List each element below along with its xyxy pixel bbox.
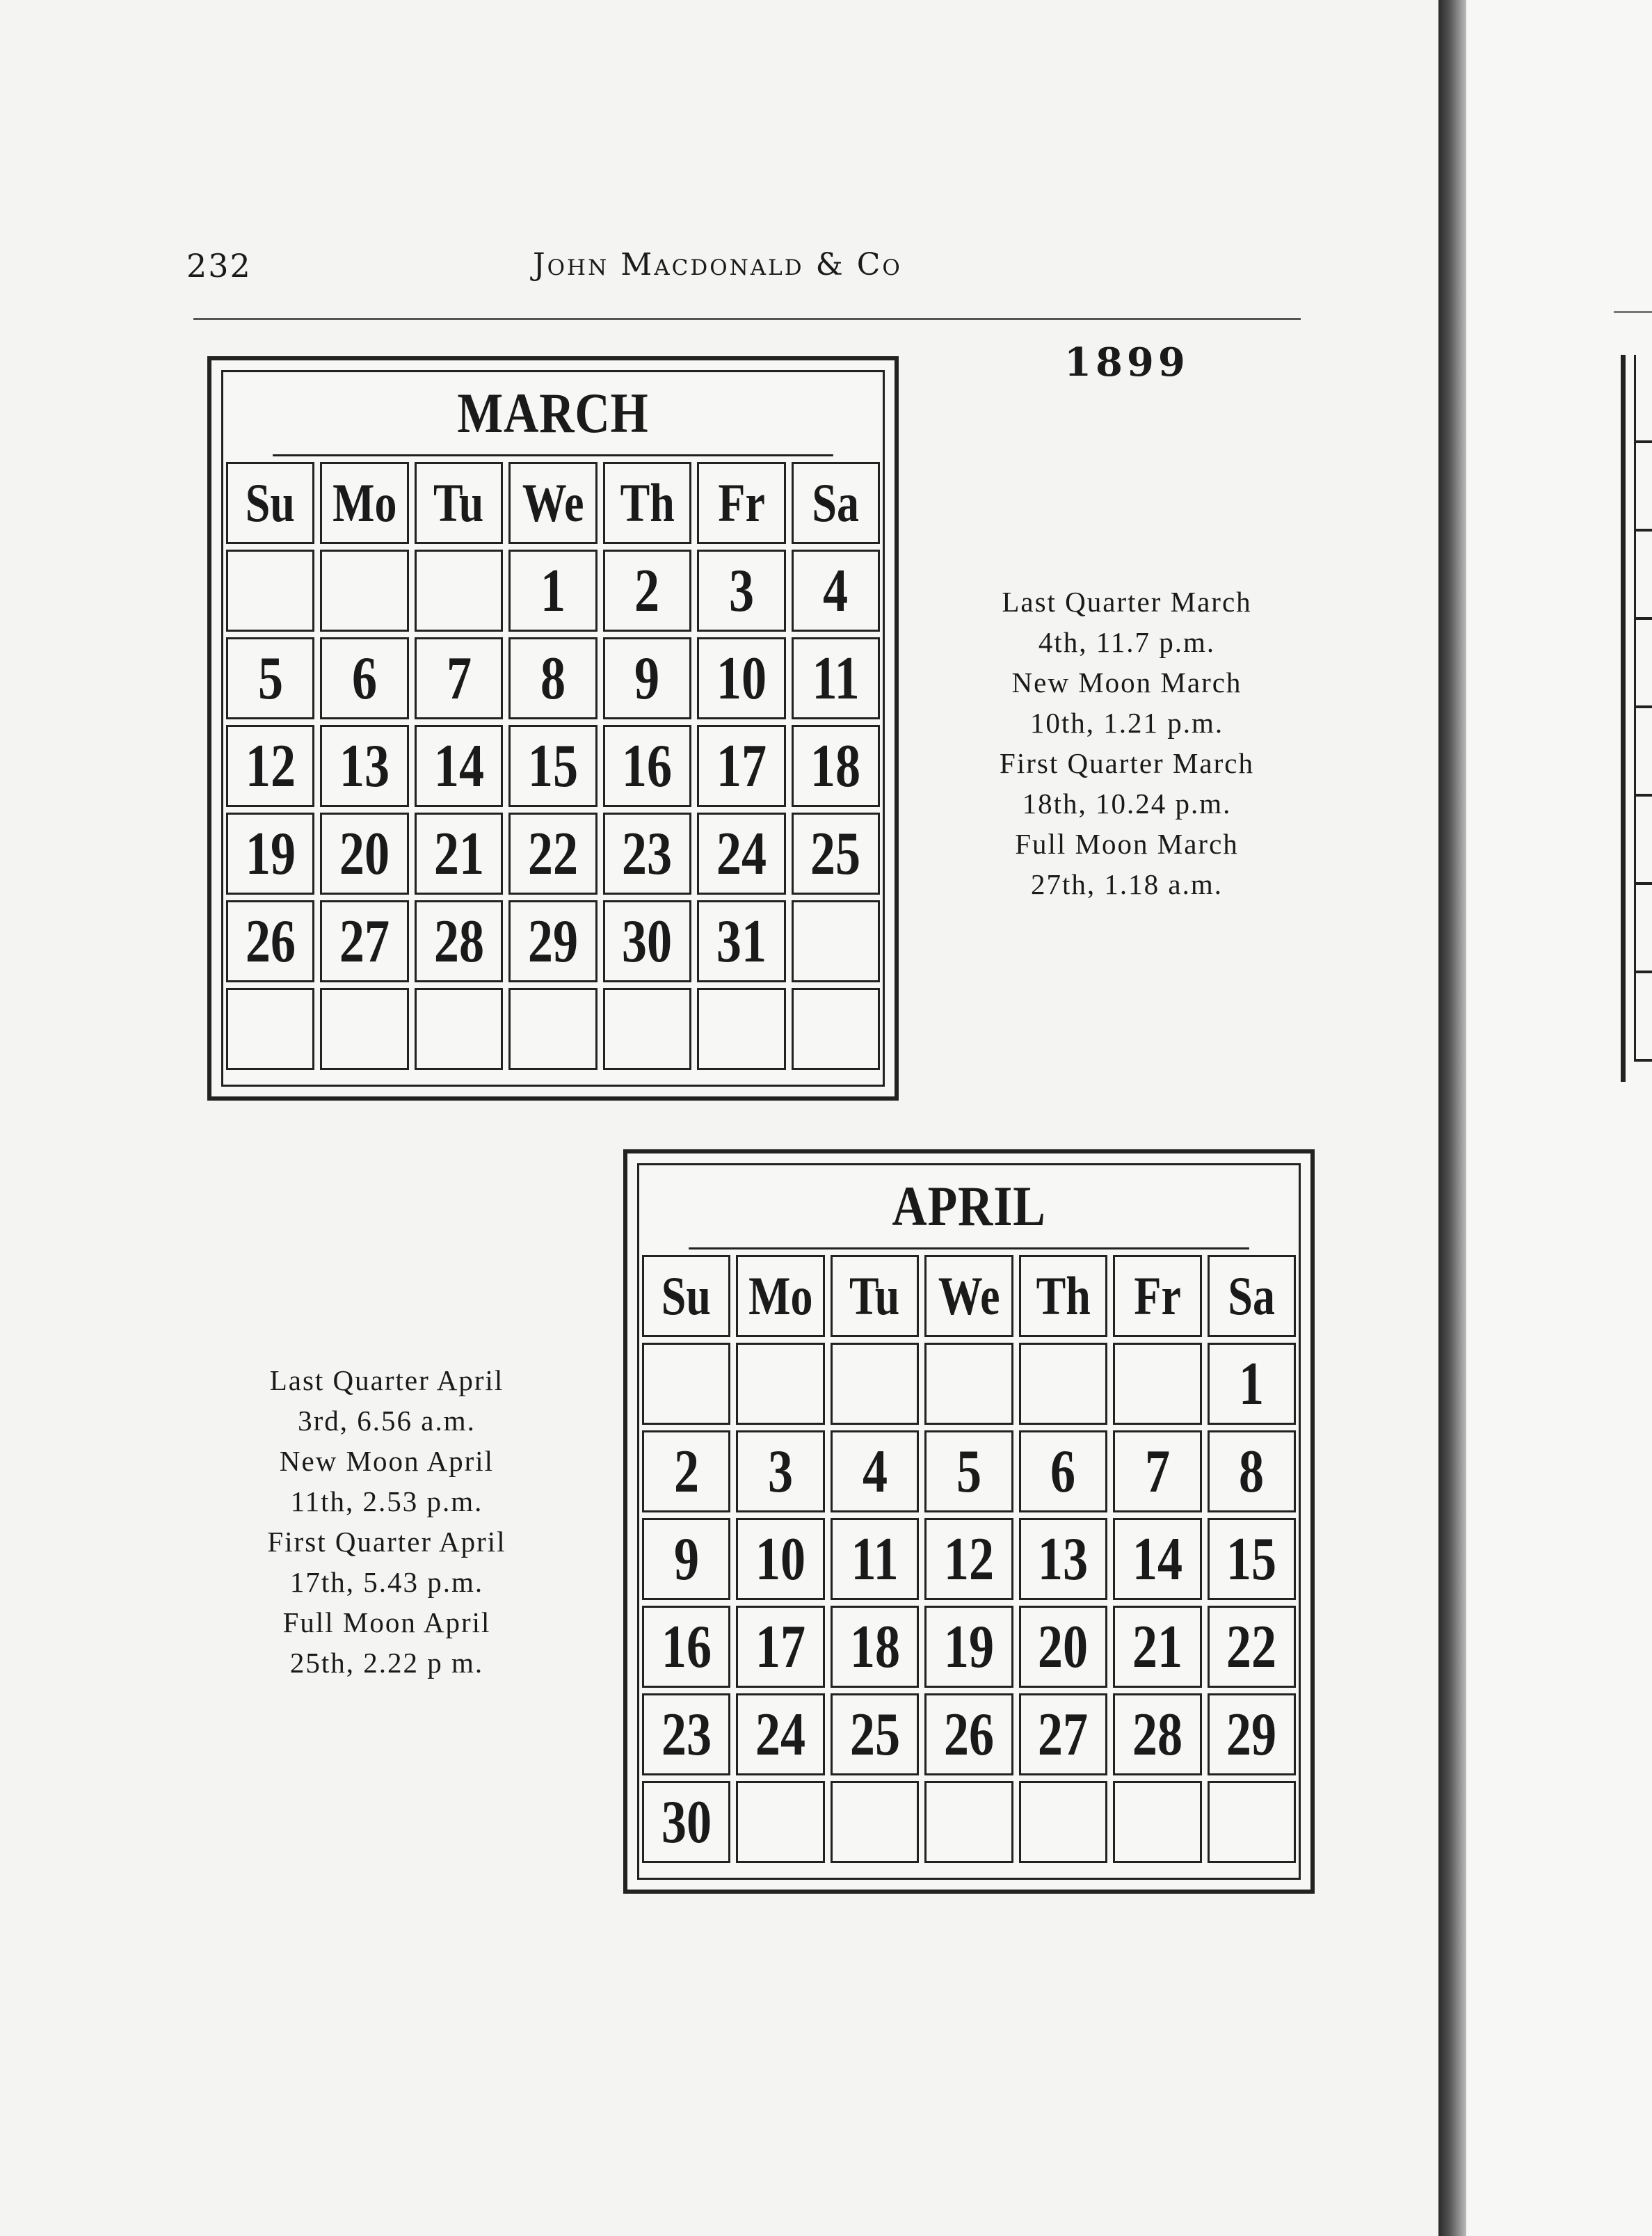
day-cell — [697, 988, 785, 1070]
day-cell — [697, 637, 785, 719]
day-number: 6 — [352, 644, 378, 712]
day-cell — [697, 550, 785, 632]
day-number: 12 — [943, 1525, 995, 1593]
day-number: 8 — [1239, 1437, 1265, 1506]
weekday-label: Fr — [1134, 1265, 1181, 1326]
moon-phase-line: 10th, 1.21 p.m. — [1029, 707, 1224, 739]
day-number: 11 — [812, 644, 860, 712]
day-cell — [792, 988, 880, 1070]
day-number: 31 — [716, 907, 767, 975]
day-number: 4 — [823, 557, 849, 625]
day-number: 17 — [755, 1613, 806, 1681]
day-cell — [508, 550, 597, 632]
day-cell — [603, 637, 691, 719]
day-cell — [1113, 1430, 1201, 1512]
moon-phase-line: First Quarter March — [1000, 747, 1254, 779]
day-cell — [831, 1343, 919, 1425]
day-cell — [1113, 1606, 1201, 1688]
day-number: 3 — [728, 557, 754, 625]
moon-phases-march — [953, 582, 1301, 904]
day-cell — [831, 1781, 919, 1863]
day-number: 18 — [849, 1613, 900, 1681]
day-cell — [226, 900, 314, 982]
day-number: 17 — [716, 732, 767, 800]
day-cell — [415, 900, 503, 982]
day-cell — [924, 1518, 1013, 1600]
day-number: 14 — [1132, 1525, 1182, 1593]
weekday-header — [603, 462, 691, 544]
day-number: 7 — [446, 644, 472, 712]
day-cell — [736, 1430, 824, 1512]
month-title: APRIL — [689, 1165, 1249, 1249]
day-cell — [831, 1430, 919, 1512]
day-cell — [831, 1693, 919, 1775]
day-number: 18 — [810, 732, 861, 800]
moon-phase-line: Last Quarter April — [269, 1364, 504, 1396]
facing-page — [1466, 0, 1652, 2236]
day-cell — [1019, 1430, 1107, 1512]
day-number: 13 — [1038, 1525, 1089, 1593]
day-cell — [320, 550, 408, 632]
moon-phases-april — [213, 1360, 561, 1683]
weekday-label: Fr — [718, 472, 765, 533]
day-cell — [1113, 1693, 1201, 1775]
moon-phase-line: New Moon April — [279, 1445, 495, 1477]
weekday-label: Th — [1036, 1265, 1091, 1326]
running-head: John Macdonald & Co — [533, 247, 902, 282]
weekday-header — [1113, 1255, 1201, 1337]
day-number: 1 — [540, 557, 566, 625]
calendar-april — [623, 1149, 1315, 1894]
day-number: 21 — [1132, 1613, 1182, 1681]
day-cell — [226, 637, 314, 719]
day-cell — [642, 1430, 730, 1512]
day-number: 16 — [661, 1613, 712, 1681]
weekday-header — [415, 462, 503, 544]
day-cell — [603, 550, 691, 632]
day-number: 23 — [661, 1700, 712, 1768]
weekday-header — [508, 462, 597, 544]
day-cell — [736, 1518, 824, 1600]
day-cell — [642, 1518, 730, 1600]
day-number: 10 — [716, 644, 767, 712]
page-gutter — [1438, 0, 1466, 2236]
moon-phase-line: 27th, 1.18 a.m. — [1031, 868, 1223, 900]
day-number: 19 — [245, 820, 296, 888]
moon-phase-line: 4th, 11.7 p.m. — [1038, 626, 1216, 658]
weekday-header — [1208, 1255, 1296, 1337]
day-cell — [226, 725, 314, 807]
day-number: 22 — [1226, 1613, 1277, 1681]
calendar-frame — [221, 370, 885, 1087]
day-cell — [642, 1693, 730, 1775]
day-cell — [831, 1518, 919, 1600]
moon-phase-line: Full Moon March — [1015, 828, 1239, 860]
day-cell — [1208, 1693, 1296, 1775]
weekday-header — [1019, 1255, 1107, 1337]
day-number: 2 — [673, 1437, 699, 1506]
day-number: 6 — [1050, 1437, 1076, 1506]
day-number: 29 — [527, 907, 579, 975]
day-cell — [792, 550, 880, 632]
day-number: 28 — [1132, 1700, 1182, 1768]
weekday-label: Sa — [812, 472, 860, 533]
day-cell — [1019, 1781, 1107, 1863]
day-cell — [642, 1343, 730, 1425]
day-cell — [1208, 1343, 1296, 1425]
day-number: 28 — [433, 907, 484, 975]
weekday-header — [924, 1255, 1013, 1337]
moon-phase-line: New Moon March — [1011, 666, 1242, 698]
day-number: 9 — [673, 1525, 699, 1593]
header-rule — [193, 318, 1301, 320]
day-number: 16 — [622, 732, 673, 800]
day-number: 5 — [956, 1437, 982, 1506]
day-cell — [924, 1430, 1013, 1512]
day-cell — [1208, 1606, 1296, 1688]
day-number: 20 — [1038, 1613, 1089, 1681]
day-cell — [226, 813, 314, 895]
day-number: 27 — [339, 907, 390, 975]
day-cell — [642, 1606, 730, 1688]
day-cell — [697, 900, 785, 982]
day-cell — [226, 550, 314, 632]
day-number: 15 — [527, 732, 579, 800]
day-cell — [508, 637, 597, 719]
day-number: 4 — [862, 1437, 888, 1506]
day-cell — [924, 1606, 1013, 1688]
day-number: 22 — [527, 820, 579, 888]
day-cell — [736, 1781, 824, 1863]
day-number: 11 — [851, 1525, 899, 1593]
day-number: 25 — [810, 820, 861, 888]
day-cell — [415, 725, 503, 807]
day-cell — [320, 813, 408, 895]
moon-phase-line: First Quarter April — [267, 1526, 506, 1558]
day-cell — [320, 725, 408, 807]
day-cell — [697, 813, 785, 895]
day-number: 25 — [849, 1700, 900, 1768]
moon-phase-line: 25th, 2.22 p m. — [289, 1647, 484, 1679]
day-number: 2 — [634, 557, 660, 625]
day-number: 19 — [943, 1613, 995, 1681]
weekday-label: Th — [620, 472, 675, 533]
weekday-label: Tu — [849, 1265, 900, 1326]
day-cell — [508, 725, 597, 807]
day-number: 1 — [1239, 1350, 1265, 1418]
day-cell — [320, 637, 408, 719]
day-number: 8 — [540, 644, 566, 712]
day-number: 30 — [661, 1788, 712, 1856]
calendar-grid — [639, 1249, 1299, 1863]
weekday-label: Su — [661, 1265, 712, 1326]
moon-phase-line: 3rd, 6.56 a.m. — [298, 1405, 476, 1437]
day-cell — [792, 900, 880, 982]
day-cell — [320, 900, 408, 982]
weekday-label: We — [938, 1265, 1000, 1326]
day-cell — [415, 550, 503, 632]
day-cell — [697, 725, 785, 807]
day-number: 5 — [257, 644, 283, 712]
day-number: 24 — [755, 1700, 806, 1768]
month-title: MARCH — [273, 372, 833, 456]
facing-page-rule — [1614, 311, 1652, 313]
weekday-header — [792, 462, 880, 544]
day-cell — [1113, 1343, 1201, 1425]
day-cell — [226, 988, 314, 1070]
day-number: 26 — [943, 1700, 995, 1768]
day-number: 24 — [716, 820, 767, 888]
weekday-label: Su — [246, 472, 296, 533]
day-cell — [1113, 1518, 1201, 1600]
calendar-grid — [223, 456, 883, 1070]
day-cell — [415, 637, 503, 719]
weekday-label: We — [522, 472, 584, 533]
day-cell — [508, 900, 597, 982]
day-number: 26 — [245, 907, 296, 975]
weekday-header — [831, 1255, 919, 1337]
day-cell — [1019, 1606, 1107, 1688]
day-number: 13 — [339, 732, 390, 800]
day-cell — [508, 813, 597, 895]
day-number: 15 — [1226, 1525, 1277, 1593]
day-cell — [1208, 1518, 1296, 1600]
moon-phase-line: 18th, 10.24 p.m. — [1022, 788, 1232, 820]
day-cell — [1019, 1343, 1107, 1425]
day-cell — [1113, 1781, 1201, 1863]
day-cell — [924, 1781, 1013, 1863]
day-cell — [924, 1693, 1013, 1775]
day-number: 12 — [245, 732, 296, 800]
day-cell — [603, 813, 691, 895]
day-number: 20 — [339, 820, 390, 888]
day-cell — [603, 725, 691, 807]
day-number: 7 — [1144, 1437, 1170, 1506]
day-cell — [415, 813, 503, 895]
day-cell — [415, 988, 503, 1070]
weekday-label: Tu — [433, 472, 484, 533]
weekday-label: Sa — [1228, 1265, 1276, 1326]
day-cell — [603, 988, 691, 1070]
day-number: 29 — [1226, 1700, 1277, 1768]
day-cell — [603, 900, 691, 982]
day-number: 23 — [622, 820, 673, 888]
moon-phase-line: 11th, 2.53 p.m. — [290, 1485, 483, 1517]
weekday-header — [642, 1255, 730, 1337]
day-number: 14 — [433, 732, 484, 800]
moon-phase-line: 17th, 5.43 p.m. — [289, 1566, 484, 1598]
moon-phase-line: Last Quarter March — [1002, 586, 1252, 618]
moon-phase-line: Full Moon April — [282, 1606, 491, 1638]
facing-page-calendar-edge — [1621, 355, 1652, 1082]
page-number: 232 — [186, 247, 252, 285]
weekday-header — [736, 1255, 824, 1337]
weekday-header — [226, 462, 314, 544]
page-header — [186, 247, 1299, 289]
day-cell — [1208, 1781, 1296, 1863]
calendar-march — [207, 356, 899, 1101]
day-cell — [508, 988, 597, 1070]
day-cell — [320, 988, 408, 1070]
year-heading: 1899 — [1064, 340, 1189, 385]
day-cell — [831, 1606, 919, 1688]
day-cell — [792, 637, 880, 719]
day-number: 10 — [755, 1525, 806, 1593]
day-number: 30 — [622, 907, 673, 975]
weekday-header — [320, 462, 408, 544]
day-cell — [642, 1781, 730, 1863]
day-cell — [924, 1343, 1013, 1425]
day-number: 27 — [1038, 1700, 1089, 1768]
day-number: 21 — [433, 820, 484, 888]
day-cell — [736, 1606, 824, 1688]
weekday-label: Mo — [748, 1265, 813, 1326]
day-cell — [736, 1693, 824, 1775]
day-cell — [736, 1343, 824, 1425]
weekday-header — [697, 462, 785, 544]
day-cell — [792, 813, 880, 895]
day-number: 9 — [634, 644, 660, 712]
day-cell — [792, 725, 880, 807]
calendar-frame — [637, 1163, 1301, 1880]
day-number: 3 — [768, 1437, 794, 1506]
day-cell — [1019, 1693, 1107, 1775]
weekday-label: Mo — [332, 472, 397, 533]
day-cell — [1019, 1518, 1107, 1600]
day-cell — [1208, 1430, 1296, 1512]
